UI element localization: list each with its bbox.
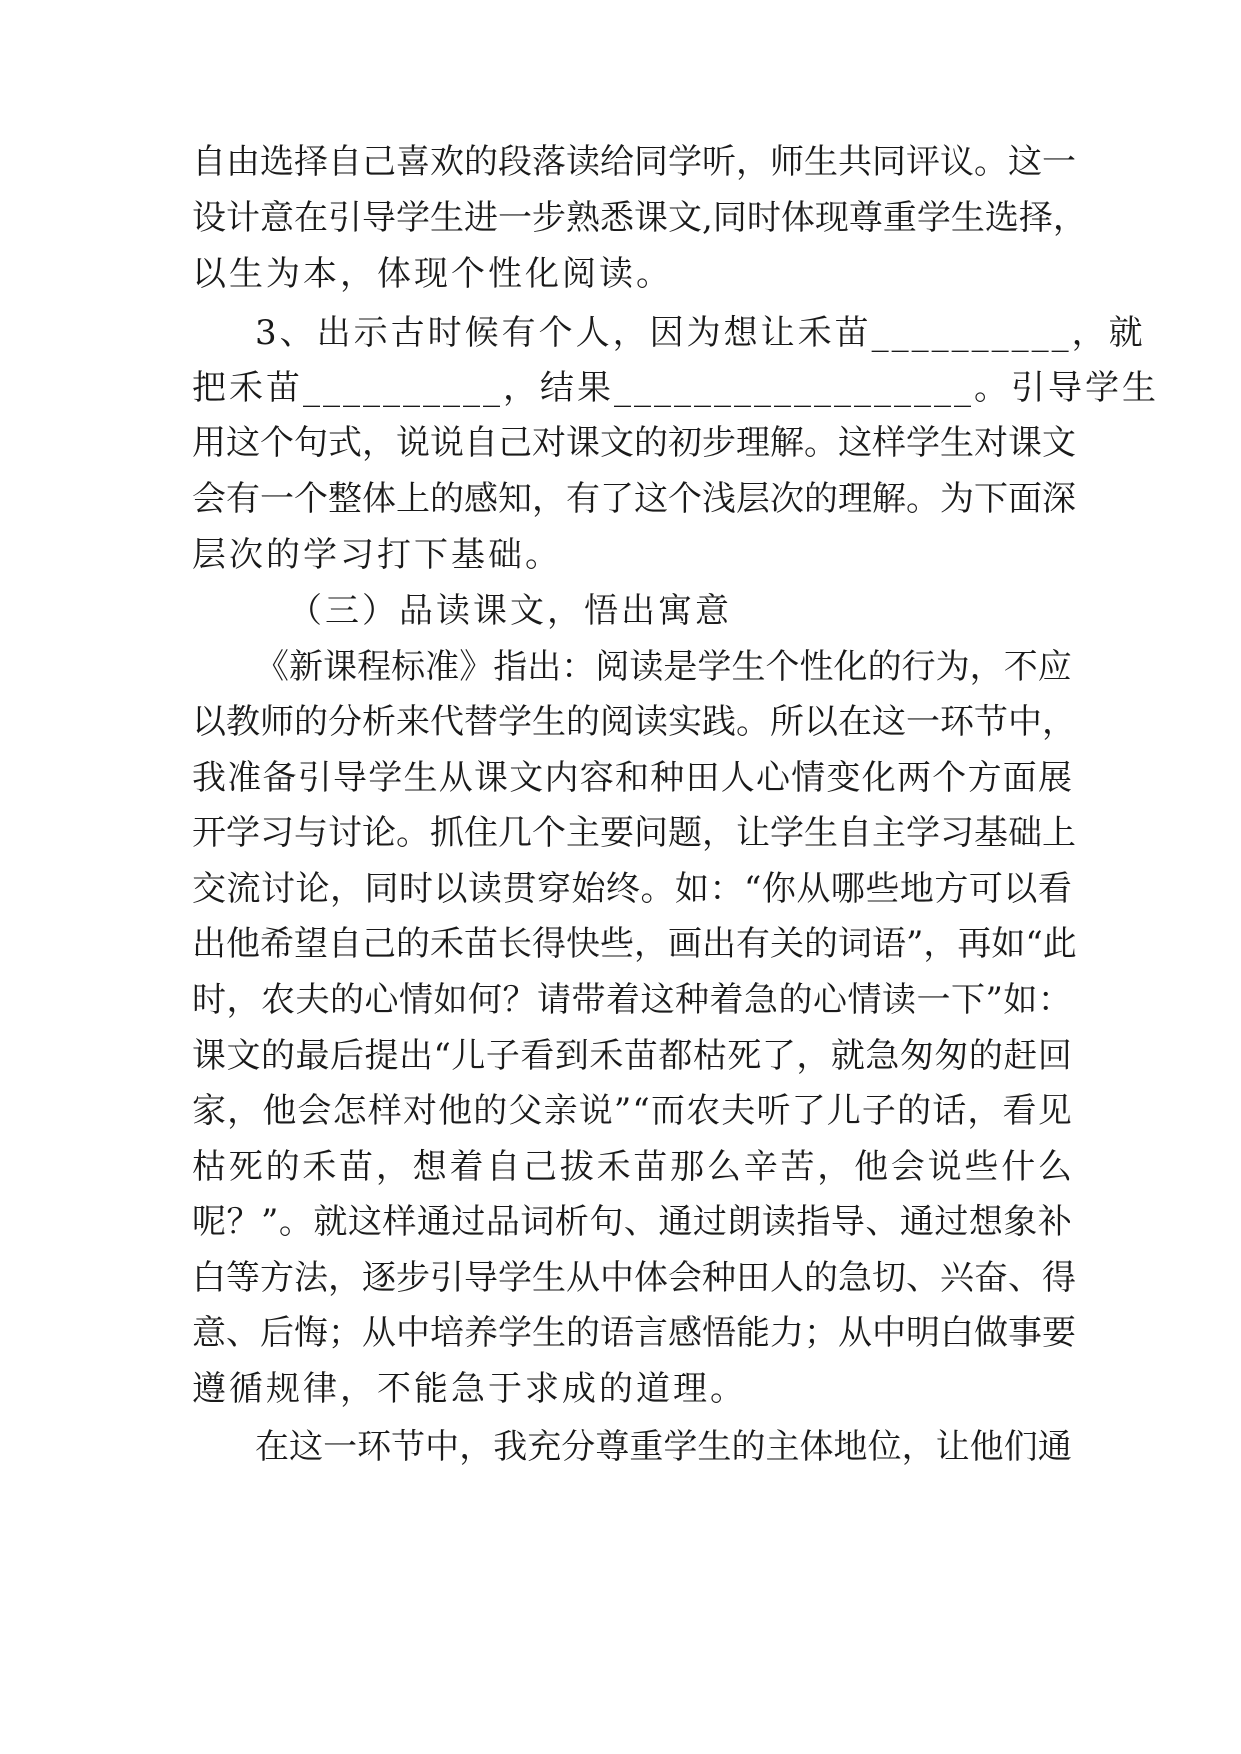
text-line: 交 流 讨 论 ， 同 时 以 读 贯 穿 始 终 。 如 ： “ 你 从 哪 些 地 方 可 以 看 <box>192 869 1072 909</box>
text-line: 课 文 的 最 后 提 出 “ 儿 子 看 到 禾 苗 都 枯 死 了 ， 就 急 匆 匆 的 赶 回 <box>192 1036 1072 1076</box>
text-line: 会 有 一 个 整 体 上 的 感 知 ， 有 了 这 个 浅 层 次 的 理 解 。 为 下 面 深 <box>192 479 1076 519</box>
text-line: 设 计 意 在 引 导 学 生 进 一 步 熟 悉 课 文 , 同 时 体 现 尊 重 学 生 选 择 ， <box>192 198 1087 238</box>
text-line: 以生为本，体现个性化阅读。 <box>192 254 673 294</box>
text-line: 意 、 后 悔 ； 从 中 培 养 学 生 的 语 言 感 悟 能 力 ； 从 中 明 白 做 事 要 <box>192 1313 1076 1353</box>
text-line: 自 由 选 择 自 己 喜 欢 的 段 落 读 给 同 学 听 ， 师 生 共 同 评 议 。 这 一 <box>192 142 1076 182</box>
text-line: 枯 死 的 禾 苗 ， 想 着 自 己 拔 禾 苗 那 么 辛 苦 ， 他 会 说 些 什 么 <box>192 1147 1072 1187</box>
text-line: 遵循规律，不能急于求成的道理。 <box>192 1369 747 1409</box>
text-line: 我 准 备 引 导 学 生 从 课 文 内 容 和 种 田 人 心 情 变 化 两 个 方 面 展 <box>192 758 1072 798</box>
text-line: 用 这 个 句 式 ， 说 说 自 己 对 课 文 的 初 步 理 解 。 这 样 学 生 对 课 文 <box>192 423 1076 463</box>
text-line: 在 这 一 环 节 中 ， 我 充 分 尊 重 学 生 的 主 体 地 位 ， 让 他 们 通 <box>255 1427 1072 1467</box>
text-line: 3、出示古时候有个人，因为想让禾苗__________，就 <box>255 313 1146 353</box>
text-line: 出 他 希 望 自 己 的 禾 苗 长 得 快 些 ， 画 出 有 关 的 词 语 ” ， 再 如 “ 此 <box>192 924 1077 964</box>
section-heading: （三）品读课文，悟出寓意 <box>288 591 732 631</box>
text-line: 呢 ？ ” 。 就 这 样 通 过 品 词 析 句 、 通 过 朗 读 指 导 、 通 过 想 象 补 <box>192 1202 1072 1242</box>
text-line: 家 ， 他 会 怎 样 对 他 的 父 亲 说 ” “ 而 农 夫 听 了 儿 子 的 话 ， 看 见 <box>192 1091 1072 1131</box>
text-line: 开 学 习 与 讨 论 。 抓 住 几 个 主 要 问 题 ， 让 学 生 自 主 学 习 基 础 上 <box>192 813 1076 853</box>
text-line: 白 等 方 法 ， 逐 步 引 导 学 生 从 中 体 会 种 田 人 的 急 切 、 兴 奋 、 得 <box>192 1258 1076 1298</box>
text-line: 以 教 师 的 分 析 来 代 替 学 生 的 阅 读 实 践 。 所 以 在 这 一 环 节 中 ， <box>192 702 1076 742</box>
text-line: 层次的学习打下基础。 <box>192 535 562 575</box>
text-line: 时 ， 农 夫 的 心 情 如 何 ？ 请 带 着 这 种 着 急 的 心 情 读 一 下 ” 如 ： <box>192 980 1072 1020</box>
text-line: 把禾苗__________，结果__________________。引导学生 <box>192 368 1159 408</box>
text-line: 《 新 课 程 标 准 》 指 出 ： 阅 读 是 学 生 个 性 化 的 行 为 ， 不 应 <box>255 647 1072 687</box>
